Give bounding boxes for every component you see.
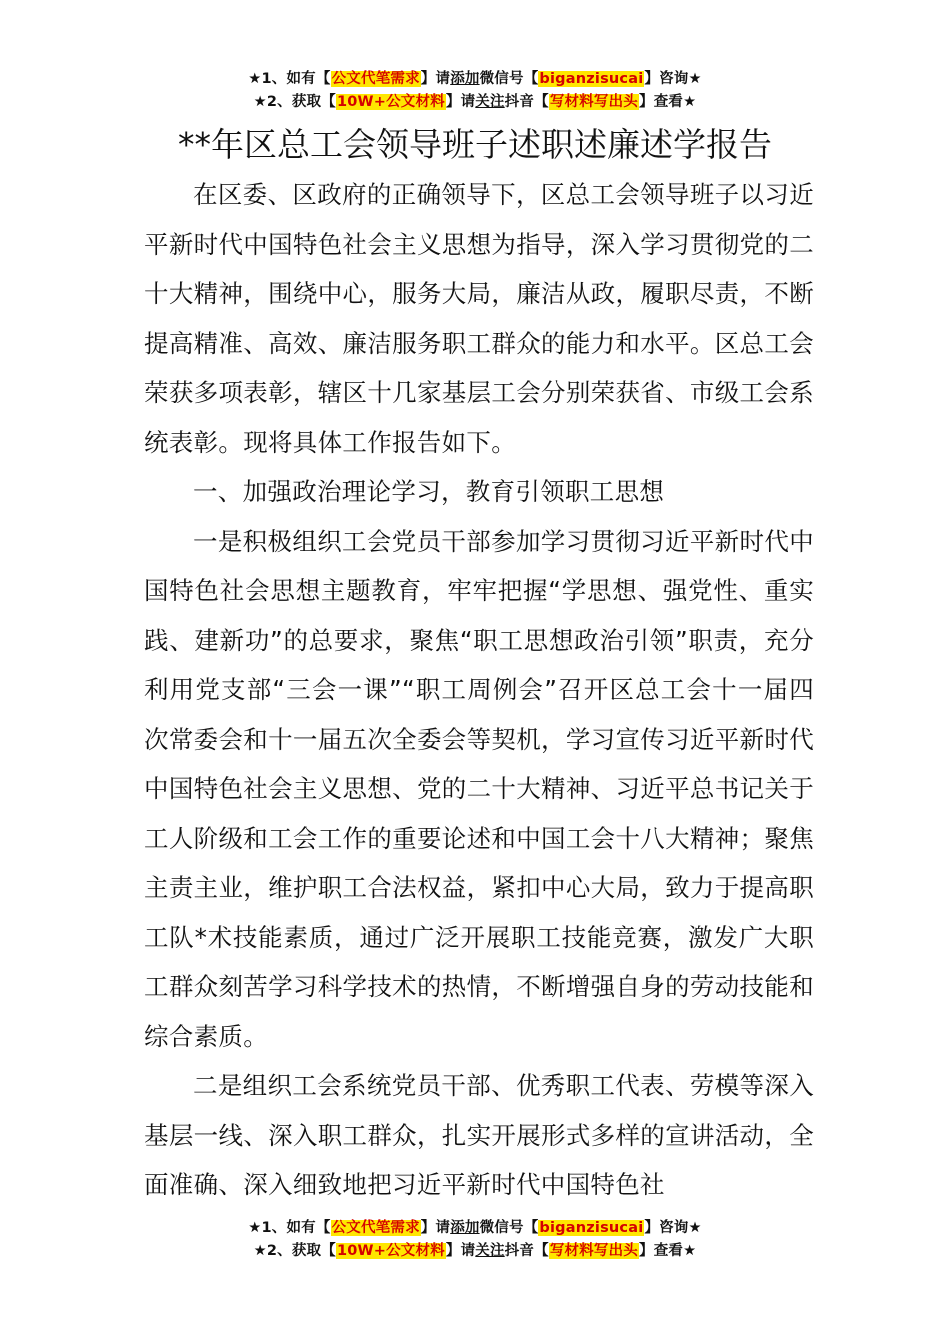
promo-text: ★2、获取【 xyxy=(253,1243,336,1259)
promo-highlight: 10W+公文材料 xyxy=(336,94,445,110)
promo-text: 】请 xyxy=(445,1243,476,1259)
douyin-account-highlight: 写材料写出头 xyxy=(549,94,639,110)
douyin-account-highlight: 写材料写出头 xyxy=(549,1243,639,1259)
promo-text: 】查看★ xyxy=(639,1243,697,1259)
body-paragraph: 二是组织工会系统党员干部、优秀职工代表、劳模等深入基层一线、深入职工群众，扎实开展形式多样的宣讲活动，全面准确、深入细致地把习近平新时代中国特色社 xyxy=(144,1071,814,1199)
promo-text: 】咨询★ xyxy=(644,71,702,87)
intro-paragraph: 在区委、区政府的正确领导下，区总工会领导班子以习近平新时代中国特色社会主义思想为指导，深入学习贯彻党的二十大精神，围绕中心，服务大局，廉洁从政，履职尽责，不断提高精准、高效、廉洁服务职工群众的能力和水平。区总工会荣获多项表彰，辖区十几家基层工会分别荣获省、市级工会系统表彰。现将具体工作报告如下。 xyxy=(144,180,814,457)
wechat-id-highlight: biganzisucai xyxy=(539,1220,644,1236)
promo-highlight: 10W+公文材料 xyxy=(336,1243,445,1259)
promo-line-1 xyxy=(0,1217,950,1240)
promo-underlined: 关注 xyxy=(475,1243,505,1259)
document-body xyxy=(144,170,814,1210)
document-title: **年区总工会领导班子述职述廉述学报告 xyxy=(178,125,772,164)
promo-underlined: 添加 xyxy=(450,71,480,87)
promo-highlight: 公文代笔需求 xyxy=(331,1220,420,1236)
promo-text: 】请 xyxy=(420,71,451,87)
promo-line-1 xyxy=(0,68,950,91)
promo-banner-bottom xyxy=(0,1217,950,1263)
body-paragraph: 一是积极组织工会党员干部参加学习贯彻习近平新时代中国特色社会思想主题教育，牢牢把握“学思想、强党性、重实践、建新功”的总要求，聚焦“职工思想政治引领”职责，充分利用党支部“三会一课”“职工周例会”召开区总工会十一届四次常委会和十一届五次全委会等契机，学习宣传习近平新时代中国特色社会主义思想、党的二十大精神、习近平总书记关于工人阶级和工会工作的重要论述和中国工会十八大精神；聚焦主责主业，维护职工合法权益，紧扣中心大局，致力于提高职工队*术技能素质，通过广泛开展职工技能竞赛，激发广大职工群众刻苦学习科学技术的热情，不断增强自身的劳动技能和综合素质。 xyxy=(144,526,814,1051)
promo-text: 】请 xyxy=(420,1220,451,1236)
promo-text: 】查看★ xyxy=(639,94,697,110)
wechat-id-highlight: biganzisucai xyxy=(539,71,644,87)
promo-line-2 xyxy=(0,91,950,114)
promo-banner-top xyxy=(0,68,950,114)
promo-text: 】请 xyxy=(445,94,476,110)
promo-text: 抖音【 xyxy=(504,94,549,110)
promo-text: 微信号【 xyxy=(479,71,539,87)
promo-text: 微信号【 xyxy=(479,1220,539,1236)
promo-underlined: 添加 xyxy=(450,1220,480,1236)
promo-line-2 xyxy=(0,1240,950,1263)
promo-highlight: 公文代笔需求 xyxy=(331,71,420,87)
promo-text: 】咨询★ xyxy=(644,1220,702,1236)
section-heading: 一、加强政治理论学习，教育引领职工思想 xyxy=(193,477,665,506)
promo-text: ★2、获取【 xyxy=(253,94,336,110)
promo-underlined: 关注 xyxy=(475,94,505,110)
promo-text: ★1、如有【 xyxy=(248,1220,331,1236)
promo-text: ★1、如有【 xyxy=(248,71,331,87)
promo-text: 抖音【 xyxy=(504,1243,549,1259)
